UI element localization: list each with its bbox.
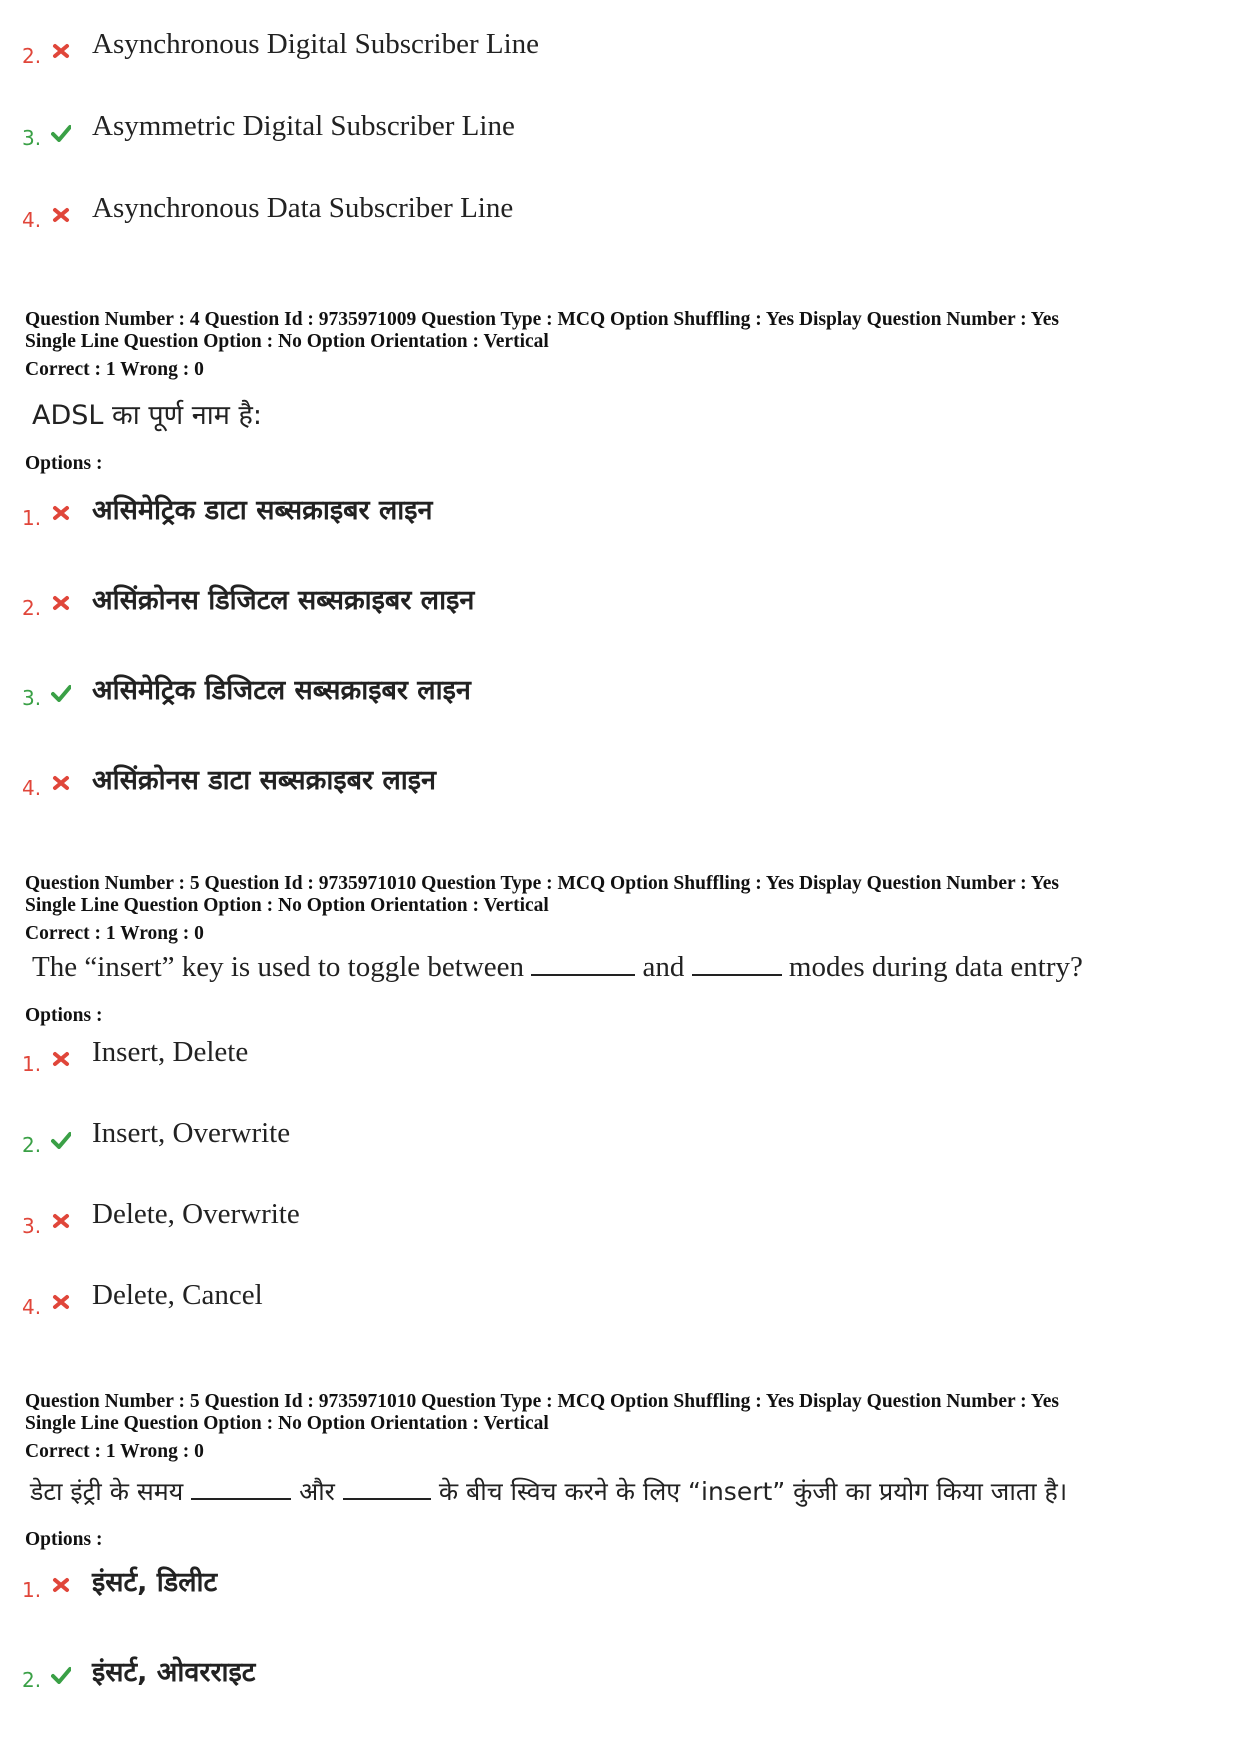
option-row (22, 670, 1172, 710)
option-number: 2. (22, 596, 42, 620)
question-text (30, 1474, 1067, 1508)
question-meta-line: Single Line Question Option : No Option Orientation : Vertical (25, 1413, 549, 1434)
answer-blank (531, 974, 635, 976)
cross-icon (51, 774, 71, 792)
question-meta-line: Question Number : 5 Question Id : 9735971010 Question Type : MCQ Option Shuffling : Yes Display Question Number : Yes (25, 873, 1059, 894)
option-row (22, 192, 1172, 232)
check-icon (51, 124, 71, 142)
question-score-line: Correct : 1 Wrong : 0 (25, 1441, 204, 1462)
option-text: इंसर्ट, ओवरराइट (92, 1657, 256, 1688)
option-text: असिंक्रोनस डाटा सब्सक्राइबर लाइन (92, 765, 436, 796)
option-row (22, 1562, 1172, 1602)
option-number: 1. (22, 506, 42, 530)
check-icon (51, 1131, 71, 1149)
cross-icon (51, 1212, 71, 1230)
answer-blank (692, 974, 782, 976)
question-text-part: और (299, 1477, 335, 1506)
option-text: Asynchronous Digital Subscriber Line (92, 28, 540, 60)
option-row (22, 1652, 1172, 1692)
cross-icon (51, 206, 71, 224)
option-text: इंसर्ट, डिलीट (92, 1567, 218, 1598)
option-number: 2. (22, 1133, 42, 1157)
question-meta-line: Single Line Question Option : No Option Orientation : Vertical (25, 331, 549, 352)
option-text: असिमेट्रिक डाटा सब्सक्राइबर लाइन (92, 495, 433, 526)
answer-blank (191, 1498, 291, 1500)
option-number: 4. (22, 1295, 42, 1319)
option-row (22, 1279, 1172, 1319)
question-text-part: modes during data entry? (788, 951, 1083, 983)
option-number: 3. (22, 1214, 42, 1238)
question-meta-line: Single Line Question Option : No Option Orientation : Vertical (25, 895, 549, 916)
option-text: Asymmetric Digital Subscriber Line (92, 110, 515, 142)
cross-icon (51, 504, 71, 522)
option-number: 2. (22, 44, 42, 68)
option-text: Insert, Delete (92, 1036, 249, 1068)
option-row (22, 580, 1172, 620)
option-number: 4. (22, 776, 42, 800)
option-text: Insert, Overwrite (92, 1117, 291, 1149)
option-number: 1. (22, 1052, 42, 1076)
options-label: Options : (25, 1529, 103, 1550)
option-number: 3. (22, 126, 42, 150)
options-label: Options : (25, 453, 103, 474)
option-row (22, 110, 1172, 150)
option-number: 3. (22, 686, 42, 710)
option-text: Asynchronous Data Subscriber Line (92, 192, 514, 224)
cross-icon (51, 1050, 71, 1068)
option-row (22, 1198, 1172, 1238)
question-text-part: The “insert” key is used to toggle between (32, 951, 525, 983)
option-number: 4. (22, 208, 42, 232)
option-text: असिमेट्रिक डिजिटल सब्सक्राइबर लाइन (92, 675, 471, 706)
question-meta-line: Question Number : 4 Question Id : 9735971009 Question Type : MCQ Option Shuffling : Yes Display Question Number : Yes (25, 309, 1059, 330)
cross-icon (51, 1293, 71, 1311)
question-text: ADSL का पूर्ण नाम है: (32, 400, 262, 431)
question-meta-line: Question Number : 5 Question Id : 9735971010 Question Type : MCQ Option Shuffling : Yes Display Question Number : Yes (25, 1391, 1059, 1412)
option-number: 1. (22, 1578, 42, 1602)
option-row (22, 1036, 1172, 1076)
check-icon (51, 684, 71, 702)
option-row (22, 760, 1172, 800)
option-row (22, 490, 1172, 530)
question-text (32, 951, 1083, 984)
question-text-part: डेटा इंट्री के समय (30, 1477, 184, 1506)
cross-icon (51, 42, 71, 60)
cross-icon (51, 594, 71, 612)
options-label: Options : (25, 1005, 103, 1026)
option-text: Delete, Cancel (92, 1279, 263, 1311)
question-text-part: and (642, 951, 685, 983)
question-text-part: के बीच स्विच करने के लिए “insert” कुंजी का प्रयोग किया जाता है। (438, 1477, 1068, 1506)
option-text: असिंक्रोनस डिजिटल सब्सक्राइबर लाइन (92, 585, 475, 616)
answer-blank (343, 1498, 431, 1500)
option-row (22, 28, 1172, 68)
question-score-line: Correct : 1 Wrong : 0 (25, 359, 204, 380)
option-text: Delete, Overwrite (92, 1198, 300, 1230)
option-row (22, 1117, 1172, 1157)
option-number: 2. (22, 1668, 42, 1692)
question-score-line: Correct : 1 Wrong : 0 (25, 923, 204, 944)
cross-icon (51, 1576, 71, 1594)
check-icon (51, 1666, 71, 1684)
